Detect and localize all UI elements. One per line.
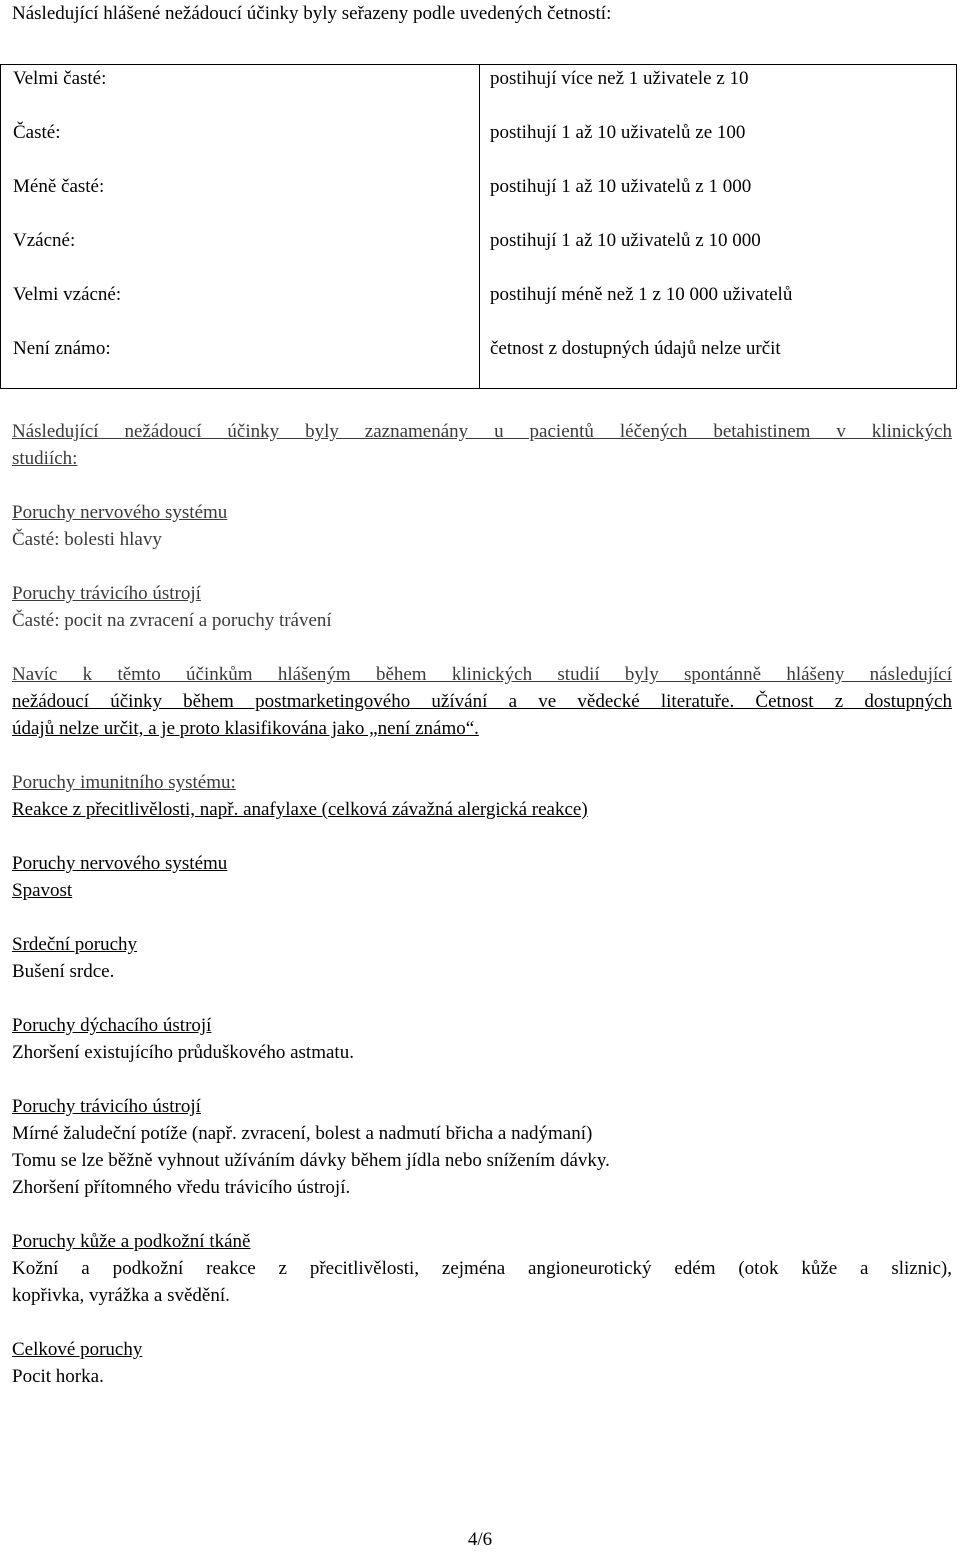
- postmarketing-intro-line: údajů nelze určit, a je proto klasifikována jako „není známo“.: [12, 718, 479, 739]
- clinical-intro-line: Následující nežádoucí účinky byly zaznamenány u pacientů léčených betahistinem v klinických: [12, 421, 952, 442]
- frequency-term: Časté:: [13, 122, 61, 143]
- section-text-gi-pm: Zhoršení přítomného vředu trávicího ústrojí.: [12, 1177, 351, 1198]
- section-text-gi-pm: Tomu se lze běžně vyhnout užíváním dávky během jídla nebo snížením dávky.: [12, 1150, 610, 1171]
- frequency-terms-column: [1, 65, 480, 389]
- frequency-definition: postihují více než 1 uživatele z 10: [490, 68, 749, 89]
- intro-text: Následující hlášené nežádoucí účinky byly seřazeny podle uvedených četností:: [12, 3, 612, 24]
- section-text-nervous: Časté: bolesti hlavy: [12, 529, 162, 550]
- frequency-definition: postihují 1 až 10 uživatelů ze 100: [490, 122, 746, 143]
- section-text-skin: kopřivka, vyrážka a svědění.: [12, 1285, 230, 1306]
- section-text-cardiac: Bušení srdce.: [12, 961, 115, 982]
- frequency-definition: četnost z dostupných údajů nelze určit: [490, 338, 781, 359]
- section-text-nervous-pm: Spavost: [12, 880, 73, 901]
- section-text-gi: Časté: pocit na zvracení a poruchy trávení: [12, 610, 332, 631]
- section-heading-gi: Poruchy trávicího ústrojí: [12, 583, 201, 604]
- section-heading-skin: Poruchy kůže a podkožní tkáně: [12, 1231, 251, 1252]
- frequency-definition: postihují 1 až 10 uživatelů z 10 000: [490, 230, 761, 251]
- frequency-term: Velmi vzácné:: [13, 284, 122, 305]
- section-text-respiratory: Zhoršení existujícího průduškového astmatu.: [12, 1042, 354, 1063]
- section-text-skin: Kožní a podkožní reakce z přecitlivělosti, zejména angioneurotický edém (otok kůže a sliznic),: [12, 1258, 952, 1279]
- frequency-term: Vzácné:: [13, 230, 76, 251]
- section-heading-general: Celkové poruchy: [12, 1339, 143, 1360]
- frequency-term: Méně časté:: [13, 176, 105, 197]
- section-text-gi-pm: Mírné žaludeční potíže (např. zvracení, bolest a nadmutí břicha a nadýmaní): [12, 1123, 593, 1144]
- section-heading-respiratory: Poruchy dýchacího ústrojí: [12, 1015, 212, 1036]
- frequency-table: [0, 64, 957, 389]
- frequency-term: Velmi časté:: [13, 68, 107, 89]
- frequency-definitions-column: [480, 65, 957, 389]
- frequency-definition: postihují 1 až 10 uživatelů z 1 000: [490, 176, 752, 197]
- section-text-immune: Reakce z přecitlivělosti, např. anafylaxe (celková závažná alergická reakce): [12, 799, 588, 820]
- frequency-definition: postihují méně než 1 z 10 000 uživatelů: [490, 284, 793, 305]
- section-text-general: Pocit horka.: [12, 1366, 104, 1387]
- section-heading-immune: Poruchy imunitního systému:: [12, 772, 236, 793]
- section-heading-nervous: Poruchy nervového systému: [12, 502, 228, 523]
- clinical-intro-line: studiích:: [12, 448, 78, 469]
- section-heading-gi-pm: Poruchy trávicího ústrojí: [12, 1096, 201, 1117]
- page-number: 4/6: [467, 1529, 493, 1550]
- postmarketing-intro-line: nežádoucí účinky během postmarketingového užívání a ve vědecké literatuře. Četnost z dostupných: [12, 691, 952, 712]
- section-heading-nervous-pm: Poruchy nervového systému: [12, 853, 228, 874]
- section-heading-cardiac: Srdeční poruchy: [12, 934, 138, 955]
- postmarketing-intro-line: Navíc k těmto účinkům hlášeným během klinických studií byly spontánně hlášeny následující: [12, 664, 952, 685]
- frequency-term: Není známo:: [13, 338, 111, 359]
